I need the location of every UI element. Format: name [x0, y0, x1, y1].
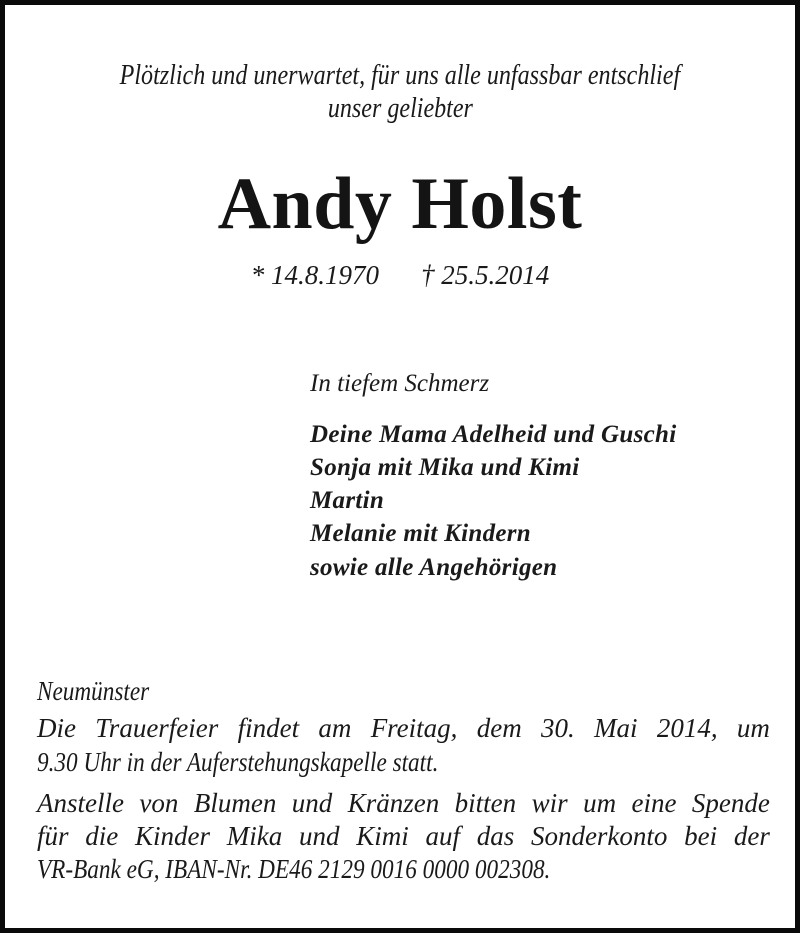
death-date: † 25.5.2014 [421, 260, 550, 290]
life-dates [0, 260, 800, 291]
mourner-line: Deine Mama Adelheid und Guschi [310, 421, 677, 448]
intro-line-1: Plötzlich und unerwartet, für uns alle unfassbar entschlief [119, 60, 681, 91]
grief-line: In tiefem Schmerz [310, 370, 490, 397]
birth-date: * 14.8.1970 [250, 260, 379, 290]
service-line-1: Die Trauerfeier findet am Freitag, dem 30. Mai 2014, um [37, 713, 770, 743]
intro-line-2: unser geliebter [327, 93, 473, 124]
mourner-line: Sonja mit Mika und Kimi [310, 454, 580, 481]
mourner-line: Melanie mit Kindern [310, 520, 532, 547]
donation-line-2: für die Kinder Mika und Kimi auf das Sonderkonto bei der [37, 821, 770, 851]
service-line-2: 9.30 Uhr in der Auferstehungskapelle statt. [37, 747, 439, 777]
donation-line-3: VR-Bank eG, IBAN-Nr. DE46 2129 0016 0000 002308. [37, 854, 551, 884]
mourner-line: sowie alle Angehörigen [310, 554, 558, 581]
mourner-line: Martin [310, 487, 385, 514]
place: Neumünster [37, 676, 150, 706]
deceased-name: Andy Holst [217, 163, 583, 245]
donation-line-1: Anstelle von Blumen und Kränzen bitten wir um eine Spende [37, 788, 770, 818]
